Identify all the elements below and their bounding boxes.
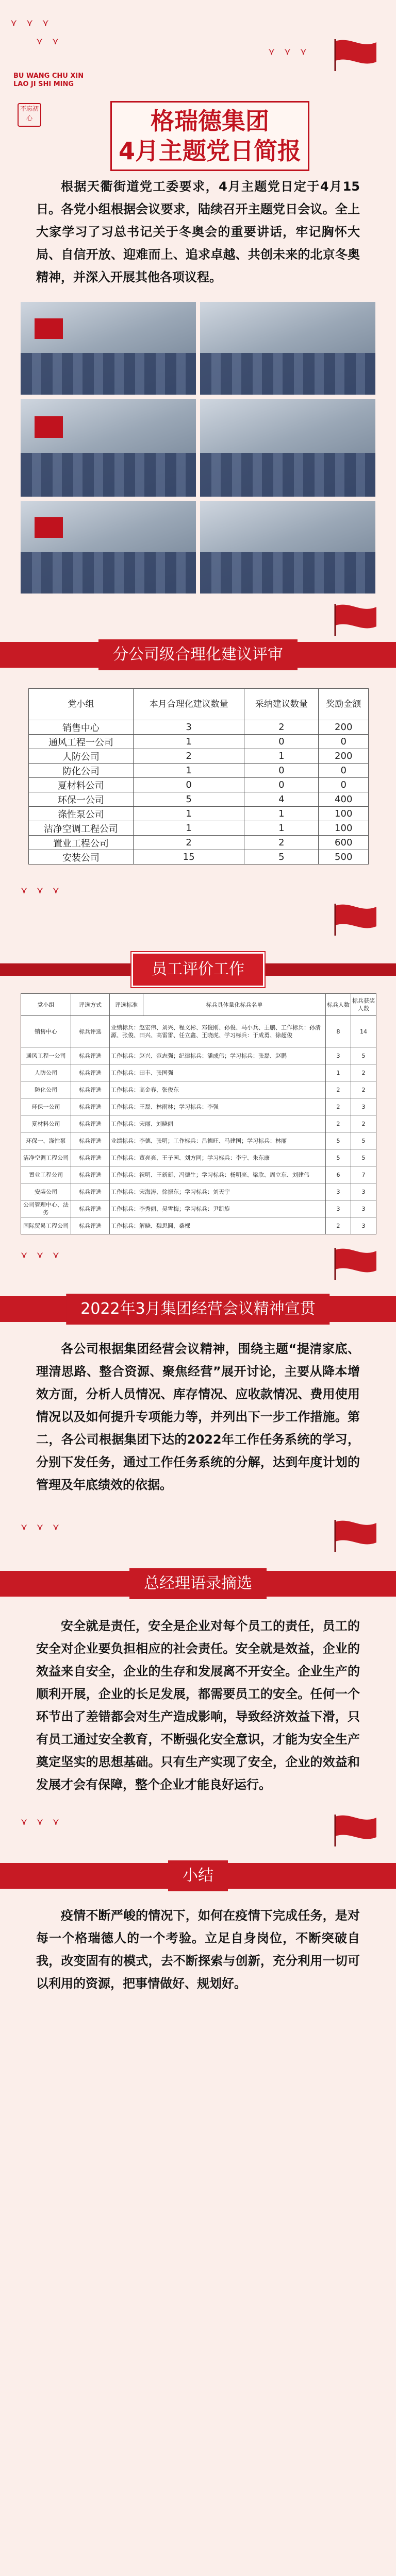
table-cell: 标兵评选	[71, 1081, 110, 1098]
table-row	[29, 807, 369, 821]
table-cell: 标兵评选	[71, 1166, 110, 1183]
table-row	[21, 1081, 376, 1098]
table-row	[29, 720, 369, 735]
table-cell: 标兵评选	[71, 1064, 110, 1081]
section1-head	[0, 596, 396, 688]
table-cell: 1	[133, 764, 244, 778]
table-header: 评选标准	[110, 994, 143, 1016]
brand-line-1: BU WANG CHU XIN	[13, 72, 84, 80]
table-cell: 工作标兵：李秀丽、吴雪梅；学习标兵：尹凯旋	[110, 1200, 326, 1217]
birds-decoration-icon: ⋎ ⋎ ⋎	[10, 18, 52, 28]
meeting-photo	[21, 399, 196, 497]
table-cell: 标兵评选	[71, 1115, 110, 1132]
table-header: 党小组	[29, 689, 134, 720]
table-cell: 销售中心	[21, 1016, 71, 1047]
table-cell: 安装公司	[21, 1183, 71, 1200]
birds-decoration-icon: ⋎ ⋎	[36, 36, 62, 47]
table-cell: 2	[351, 1115, 376, 1132]
table-cell: 600	[319, 836, 369, 850]
header	[0, 0, 396, 175]
seal-stamp: 不忘初心	[18, 103, 41, 127]
table-cell: 3	[326, 1183, 351, 1200]
table-cell: 1	[244, 749, 319, 764]
table-row	[21, 1149, 376, 1166]
table-cell: 5	[326, 1149, 351, 1166]
table-cell: 夏材料公司	[21, 1115, 71, 1132]
table-cell: 标兵评选	[71, 1047, 110, 1064]
table-cell: 1	[133, 735, 244, 749]
section3-body: 各公司根据集团经营会议精神，围绕主题“提清家底、理清思路、整合资源、聚焦经营”展开讨论，主要从降本增效方面，分析人员情况、库存情况、应收款情况、费用使用情况以及如何提升专项能力等，并列出下一步工作措施。第二，各公司根据集团下达的2022年工作任务系统的学习，分别下发任务，通过工作任务系统的分解，达到年度计划的管理及年底绩效的依据。	[36, 1342, 360, 1492]
table-row	[21, 1016, 376, 1047]
table-cell: 工作标兵：赵兴、范志强；纪律标兵：潘成伟；学习标兵：张磊、赵鹏	[110, 1047, 326, 1064]
proposal-table	[28, 688, 369, 865]
table-cell: 15	[133, 850, 244, 865]
table-row	[21, 1183, 376, 1200]
table-cell: 4	[244, 792, 319, 807]
table-cell: 环保一公司	[29, 792, 134, 807]
table-cell: 工作标兵：宋丽、刘晓丽	[110, 1115, 326, 1132]
section1-banner	[0, 626, 396, 683]
table-cell: 2	[244, 836, 319, 850]
table-header: 本月合理化建议数量	[133, 689, 244, 720]
brand-line-2: LAO JI SHI MING	[13, 80, 74, 88]
section5-body: 疫情不断严峻的情况下，如何在疫情下完成任务，是对每一个格瑞德人的一个考验。立足自身岗位，不断突破自我，改变固有的模式，去不断探索与创新，充分利用一切可以利用的资源，把事情做好、规划好。	[36, 1908, 360, 1991]
table-cell: 洁净空调工程公司	[21, 1149, 71, 1166]
table-row	[21, 1132, 376, 1149]
table-row	[21, 1217, 376, 1234]
table-cell: 1	[133, 821, 244, 836]
table-cell: 8	[326, 1016, 351, 1047]
table-cell: 涤性泵公司	[29, 807, 134, 821]
section2-banner	[0, 952, 396, 988]
evaluation-table	[21, 993, 376, 1234]
table-header: 标兵获奖人数	[351, 994, 376, 1016]
section4-title: 总经理语录摘选	[129, 1568, 267, 1599]
table-cell: 5	[351, 1149, 376, 1166]
meeting-photo	[200, 501, 375, 594]
table-cell: 环保一公司	[21, 1098, 71, 1115]
table-cell: 0	[244, 778, 319, 792]
table-cell: 销售中心	[29, 720, 134, 735]
table-cell: 标兵评选	[71, 1098, 110, 1115]
photo-collage	[0, 302, 396, 596]
table-cell: 400	[319, 792, 369, 807]
table-cell: 5	[133, 792, 244, 807]
page-title: 格瑞德集团	[151, 107, 269, 135]
table-cell: 7	[351, 1166, 376, 1183]
table-cell: 5	[351, 1132, 376, 1149]
table-cell: 500	[319, 850, 369, 865]
section2-head	[0, 865, 396, 993]
table-header: 党小组	[21, 994, 71, 1016]
table-row	[21, 1098, 376, 1115]
table-cell: 标兵评选	[71, 1217, 110, 1234]
table-header: 奖励金额	[319, 689, 369, 720]
table-cell: 3	[326, 1047, 351, 1064]
table-cell: 200	[319, 720, 369, 735]
birds-decoration-icon: ⋎ ⋎ ⋎	[21, 1522, 62, 1533]
table-cell: 2	[326, 1081, 351, 1098]
table-cell: 工作标兵：解晓、魏思圆、桑棵	[110, 1217, 326, 1234]
section2-title: 员工评价工作	[131, 952, 265, 987]
red-flag-icon	[330, 901, 380, 937]
table-cell: 100	[319, 821, 369, 836]
table-cell: 5	[244, 850, 319, 865]
table-header: 标兵具体量化标兵名单	[143, 994, 326, 1016]
meeting-photo	[21, 302, 196, 395]
table-cell: 0	[319, 764, 369, 778]
table-cell: 1	[133, 807, 244, 821]
table-header: 标兵人数	[326, 994, 351, 1016]
table-cell: 2	[133, 749, 244, 764]
table-row	[21, 1115, 376, 1132]
table-cell: 人防公司	[21, 1064, 71, 1081]
table-cell: 5	[326, 1132, 351, 1149]
table-cell: 3	[351, 1200, 376, 1217]
table-cell: 3	[133, 720, 244, 735]
table-cell: 0	[244, 735, 319, 749]
table-cell: 工作标兵：高金春、张俊东	[110, 1081, 326, 1098]
table-cell: 1	[244, 807, 319, 821]
table-row	[29, 735, 369, 749]
table-cell: 2	[133, 836, 244, 850]
birds-decoration-icon: ⋎ ⋎ ⋎	[21, 1250, 62, 1261]
red-flag-icon	[330, 1517, 380, 1553]
table-row	[29, 749, 369, 764]
section4-body: 安全就是责任，安全是企业对每个员工的责任，员工的安全对企业要负担相应的社会责任。安全就是效益，企业的效益来自安全，企业的生存和发展离不开安全。企业生产的顺利开展，企业的长足发展，都需要员工的安全。任何一个环节出了差错都会对生产造成影响，导致经济效益下滑，只有员工通过安全教育，不断强化安全意识，才能为安全生产奠定坚实的思想基础。只有生产实现了安全，企业的效益和发展才会有保障，整个企业才能良好运行。	[36, 1619, 360, 1792]
table-cell: 0	[244, 764, 319, 778]
table-cell: 5	[351, 1047, 376, 1064]
table-cell: 1	[326, 1064, 351, 1081]
section3-title: 2022年3月集团经营会议精神宣贯	[66, 1294, 329, 1325]
table-cell: 业绩标兵：赵宏伟、刘兴、程文彬、邓俊刚、孙俊、马小兵、王鹏、工作标兵：孙清源、张俊、田兴、高雷雷、任立鑫、王晓虎、学习标兵：于成勇、徐超俊	[110, 1016, 326, 1047]
table-cell: 2	[326, 1217, 351, 1234]
table-cell: 3	[326, 1200, 351, 1217]
section5-banner	[0, 1848, 396, 1904]
section1-title: 分公司级合理化建议评审	[98, 639, 298, 670]
section3-head	[0, 1234, 396, 1337]
table-cell: 工作标兵：宋海涛、徐振东；学习标兵：刘天宇	[110, 1183, 326, 1200]
table-cell: 防化公司	[29, 764, 134, 778]
table-cell: 6	[326, 1166, 351, 1183]
table-row	[29, 764, 369, 778]
table-cell: 0	[319, 735, 369, 749]
title-box	[110, 101, 309, 171]
table-cell: 2	[326, 1098, 351, 1115]
table-cell: 200	[319, 749, 369, 764]
intro-paragraph: 根据天衢街道党工委要求，4月主题党日定于4月15日。各党小组根据会议要求，陆续召开主题党日会议。全上大家学习了习总书记关于冬奥会的重要讲话，牢记胸怀大局、自信开放、迎难而上、追求卓越、共创未来的北京冬奥精神，并深入开展其他各项议程。	[36, 179, 360, 284]
table-cell: 100	[319, 807, 369, 821]
section5-head	[0, 1796, 396, 1904]
table-cell: 通风工程一公司	[29, 735, 134, 749]
table-cell: 公司管理中心、法务	[21, 1200, 71, 1217]
table-cell: 洁净空调工程公司	[29, 821, 134, 836]
table-cell: 置业工程公司	[29, 836, 134, 850]
section4-banner	[0, 1555, 396, 1612]
table-row	[21, 1047, 376, 1064]
table-cell: 工作标兵：田丰、张国强	[110, 1064, 326, 1081]
table-cell: 工作标兵：祝明、王新新、冯德生；学习标兵：杨明亮、梁欣、周立东、刘建伟	[110, 1166, 326, 1183]
table-cell: 防化公司	[21, 1081, 71, 1098]
table-cell: 安装公司	[29, 850, 134, 865]
table-cell: 标兵评选	[71, 1200, 110, 1217]
birds-decoration-icon: ⋎ ⋎ ⋎	[21, 885, 62, 896]
red-flag-icon	[330, 36, 380, 72]
table-cell: 夏材料公司	[29, 778, 134, 792]
table-cell: 业绩标兵：李德、张明；工作标兵：吕德旺、马建国；学习标兵：林丽	[110, 1132, 326, 1149]
page-subtitle: 4月主题党日简报	[118, 137, 301, 165]
table-cell: 2	[326, 1115, 351, 1132]
table-cell: 环保一、涤性泵	[21, 1132, 71, 1149]
table-cell: 工作标兵：王磊、林雨林；学习标兵：李强	[110, 1098, 326, 1115]
table-row	[21, 1166, 376, 1183]
section3-banner	[0, 1281, 396, 1337]
table-header: 评选方式	[71, 994, 110, 1016]
table-row	[21, 1064, 376, 1081]
table-cell: 0	[133, 778, 244, 792]
table-row	[29, 821, 369, 836]
table-cell: 3	[351, 1217, 376, 1234]
table-cell: 标兵评选	[71, 1183, 110, 1200]
table-cell: 置业工程公司	[21, 1166, 71, 1183]
table-cell: 3	[351, 1098, 376, 1115]
meeting-photo	[21, 501, 196, 594]
table-cell: 3	[351, 1183, 376, 1200]
birds-decoration-icon: ⋎ ⋎ ⋎	[21, 1817, 62, 1827]
table-row	[29, 850, 369, 865]
table-cell: 标兵评选	[71, 1149, 110, 1166]
table-cell: 2	[351, 1064, 376, 1081]
red-flag-icon	[330, 1245, 380, 1281]
table-cell: 国际贸易工程公司	[21, 1217, 71, 1234]
table-row	[29, 836, 369, 850]
table-cell: 标兵评选	[71, 1132, 110, 1149]
meeting-photo	[200, 399, 375, 497]
table-cell: 2	[244, 720, 319, 735]
red-flag-icon	[330, 1811, 380, 1848]
section4-head	[0, 1496, 396, 1615]
birds-decoration-icon: ⋎ ⋎ ⋎	[268, 46, 310, 57]
brand-slogan	[13, 72, 84, 89]
table-row	[21, 1200, 376, 1217]
section5-title: 小结	[168, 1860, 228, 1891]
table-cell: 0	[319, 778, 369, 792]
table-cell: 1	[244, 821, 319, 836]
table-header: 采纳建议数量	[244, 689, 319, 720]
table-cell: 14	[351, 1016, 376, 1047]
table-cell: 人防公司	[29, 749, 134, 764]
table-cell: 2	[351, 1081, 376, 1098]
table-cell: 工作标兵：董亮亮、王子园、刘方同；学习标兵：李宁、朱东康	[110, 1149, 326, 1166]
table-row	[29, 778, 369, 792]
table-cell: 通风工程一公司	[21, 1047, 71, 1064]
table-cell: 标兵评选	[71, 1016, 110, 1047]
meeting-photo	[200, 302, 375, 395]
table-row	[29, 792, 369, 807]
